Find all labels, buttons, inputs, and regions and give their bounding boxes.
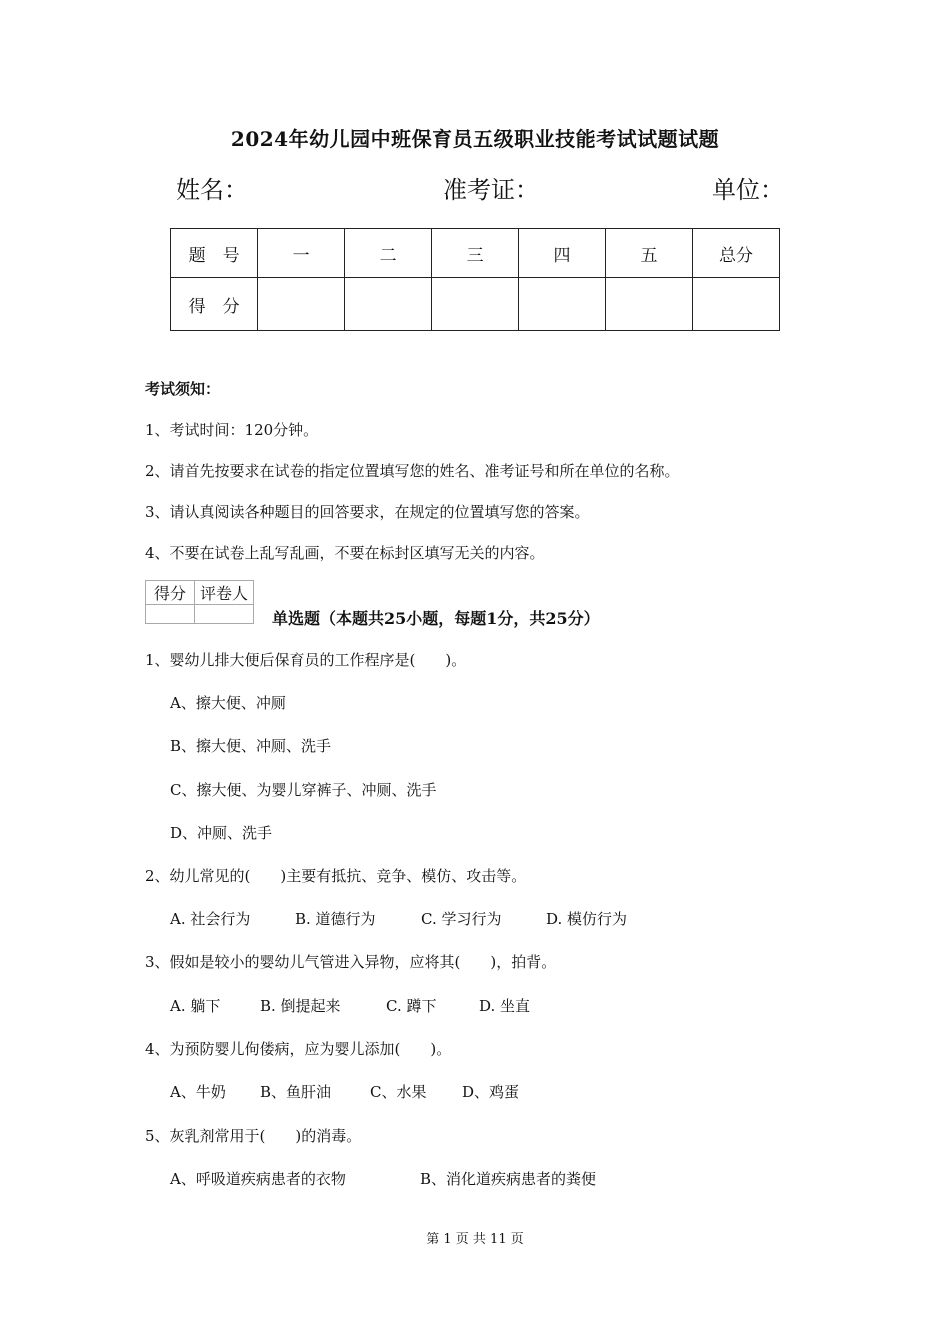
name-field-label: 姓名： [176,176,248,204]
note-item: 2、请首先按要求在试卷的指定位置填写您的姓名、准考证号和所在单位的名称。 [145,462,680,480]
unit-field-label: 单位： [712,176,784,204]
score-cell[interactable] [519,278,606,331]
question-option[interactable]: B、鱼肝油 [260,1083,332,1101]
document-title: 2024年幼儿园中班保育员五级职业技能考试试题试题 [230,127,720,151]
question-stem: 1、婴幼儿排大便后保育员的工作程序是( )。 [145,651,467,669]
page-footer: 第 1 页 共 11 页 [426,1232,524,1247]
question-option[interactable]: A. 社会行为 [170,910,251,928]
question-option[interactable]: D. 模仿行为 [546,910,628,928]
question-stem: 5、灰乳剂常用于( )的消毒。 [145,1127,362,1145]
score-cell[interactable] [606,278,693,331]
question-option[interactable]: A、牛奶 [170,1083,226,1101]
question-stem: 2、幼儿常见的( )主要有抵抗、竞争、模仿、攻击等。 [145,867,527,885]
score-cell[interactable] [258,278,345,331]
question-option[interactable]: C、擦大便、为婴儿穿裤子、冲厕、洗手 [170,781,437,799]
question-option[interactable]: C、水果 [370,1083,427,1101]
score-table-header-row [171,229,780,278]
exam-id-field-label: 准考证： [443,176,539,204]
question-option[interactable]: B. 倒提起来 [260,997,341,1015]
score-header-cell: 二 [345,229,432,278]
score-row-label: 得 分 [171,278,258,331]
score-header-cell: 总分 [692,229,779,278]
score-header-cell: 三 [432,229,519,278]
note-item: 3、请认真阅读各种题目的回答要求，在规定的位置填写您的答案。 [145,503,590,521]
score-header-cell: 五 [606,229,693,278]
grader-score-label: 得分 [146,581,195,605]
question-stem: 4、为预防婴儿佝偻病，应为婴儿添加( )。 [145,1040,452,1058]
score-table-score-row [171,278,780,331]
question-option[interactable]: C. 学习行为 [421,910,502,928]
grader-score-cell[interactable] [146,605,195,624]
question-option[interactable]: A. 躺下 [170,997,221,1015]
question-option[interactable]: B、擦大便、冲厕、洗手 [170,737,332,755]
question-option[interactable]: C. 蹲下 [386,997,437,1015]
question-option[interactable]: B、消化道疾病患者的粪便 [420,1170,597,1188]
score-header-cell: 四 [519,229,606,278]
notes-title: 考试须知： [145,380,221,398]
question-option[interactable]: B. 道德行为 [295,910,376,928]
score-header-cell: 题 号 [171,229,258,278]
grader-reviewer-cell[interactable] [195,605,254,624]
score-cell[interactable] [345,278,432,331]
grader-box [145,580,254,624]
score-cell[interactable] [692,278,779,331]
grader-reviewer-label: 评卷人 [195,581,254,605]
note-item: 4、不要在试卷上乱写乱画，不要在标封区填写无关的内容。 [145,544,545,562]
question-stem: 3、假如是较小的婴幼儿气管进入异物，应将其( )，拍背。 [145,953,557,971]
question-option[interactable]: A、擦大便、冲厕 [170,694,286,712]
question-option[interactable]: D. 坐直 [479,997,531,1015]
question-option[interactable]: D、鸡蛋 [462,1083,520,1101]
score-cell[interactable] [432,278,519,331]
score-header-cell: 一 [258,229,345,278]
question-option[interactable]: A、呼吸道疾病患者的衣物 [170,1170,346,1188]
score-table [170,228,780,331]
note-item: 1、考试时间：120分钟。 [145,421,319,439]
section-title: 单选题（本题共25小题，每题1分，共25分） [272,609,600,628]
question-option[interactable]: D、冲厕、洗手 [170,824,273,842]
